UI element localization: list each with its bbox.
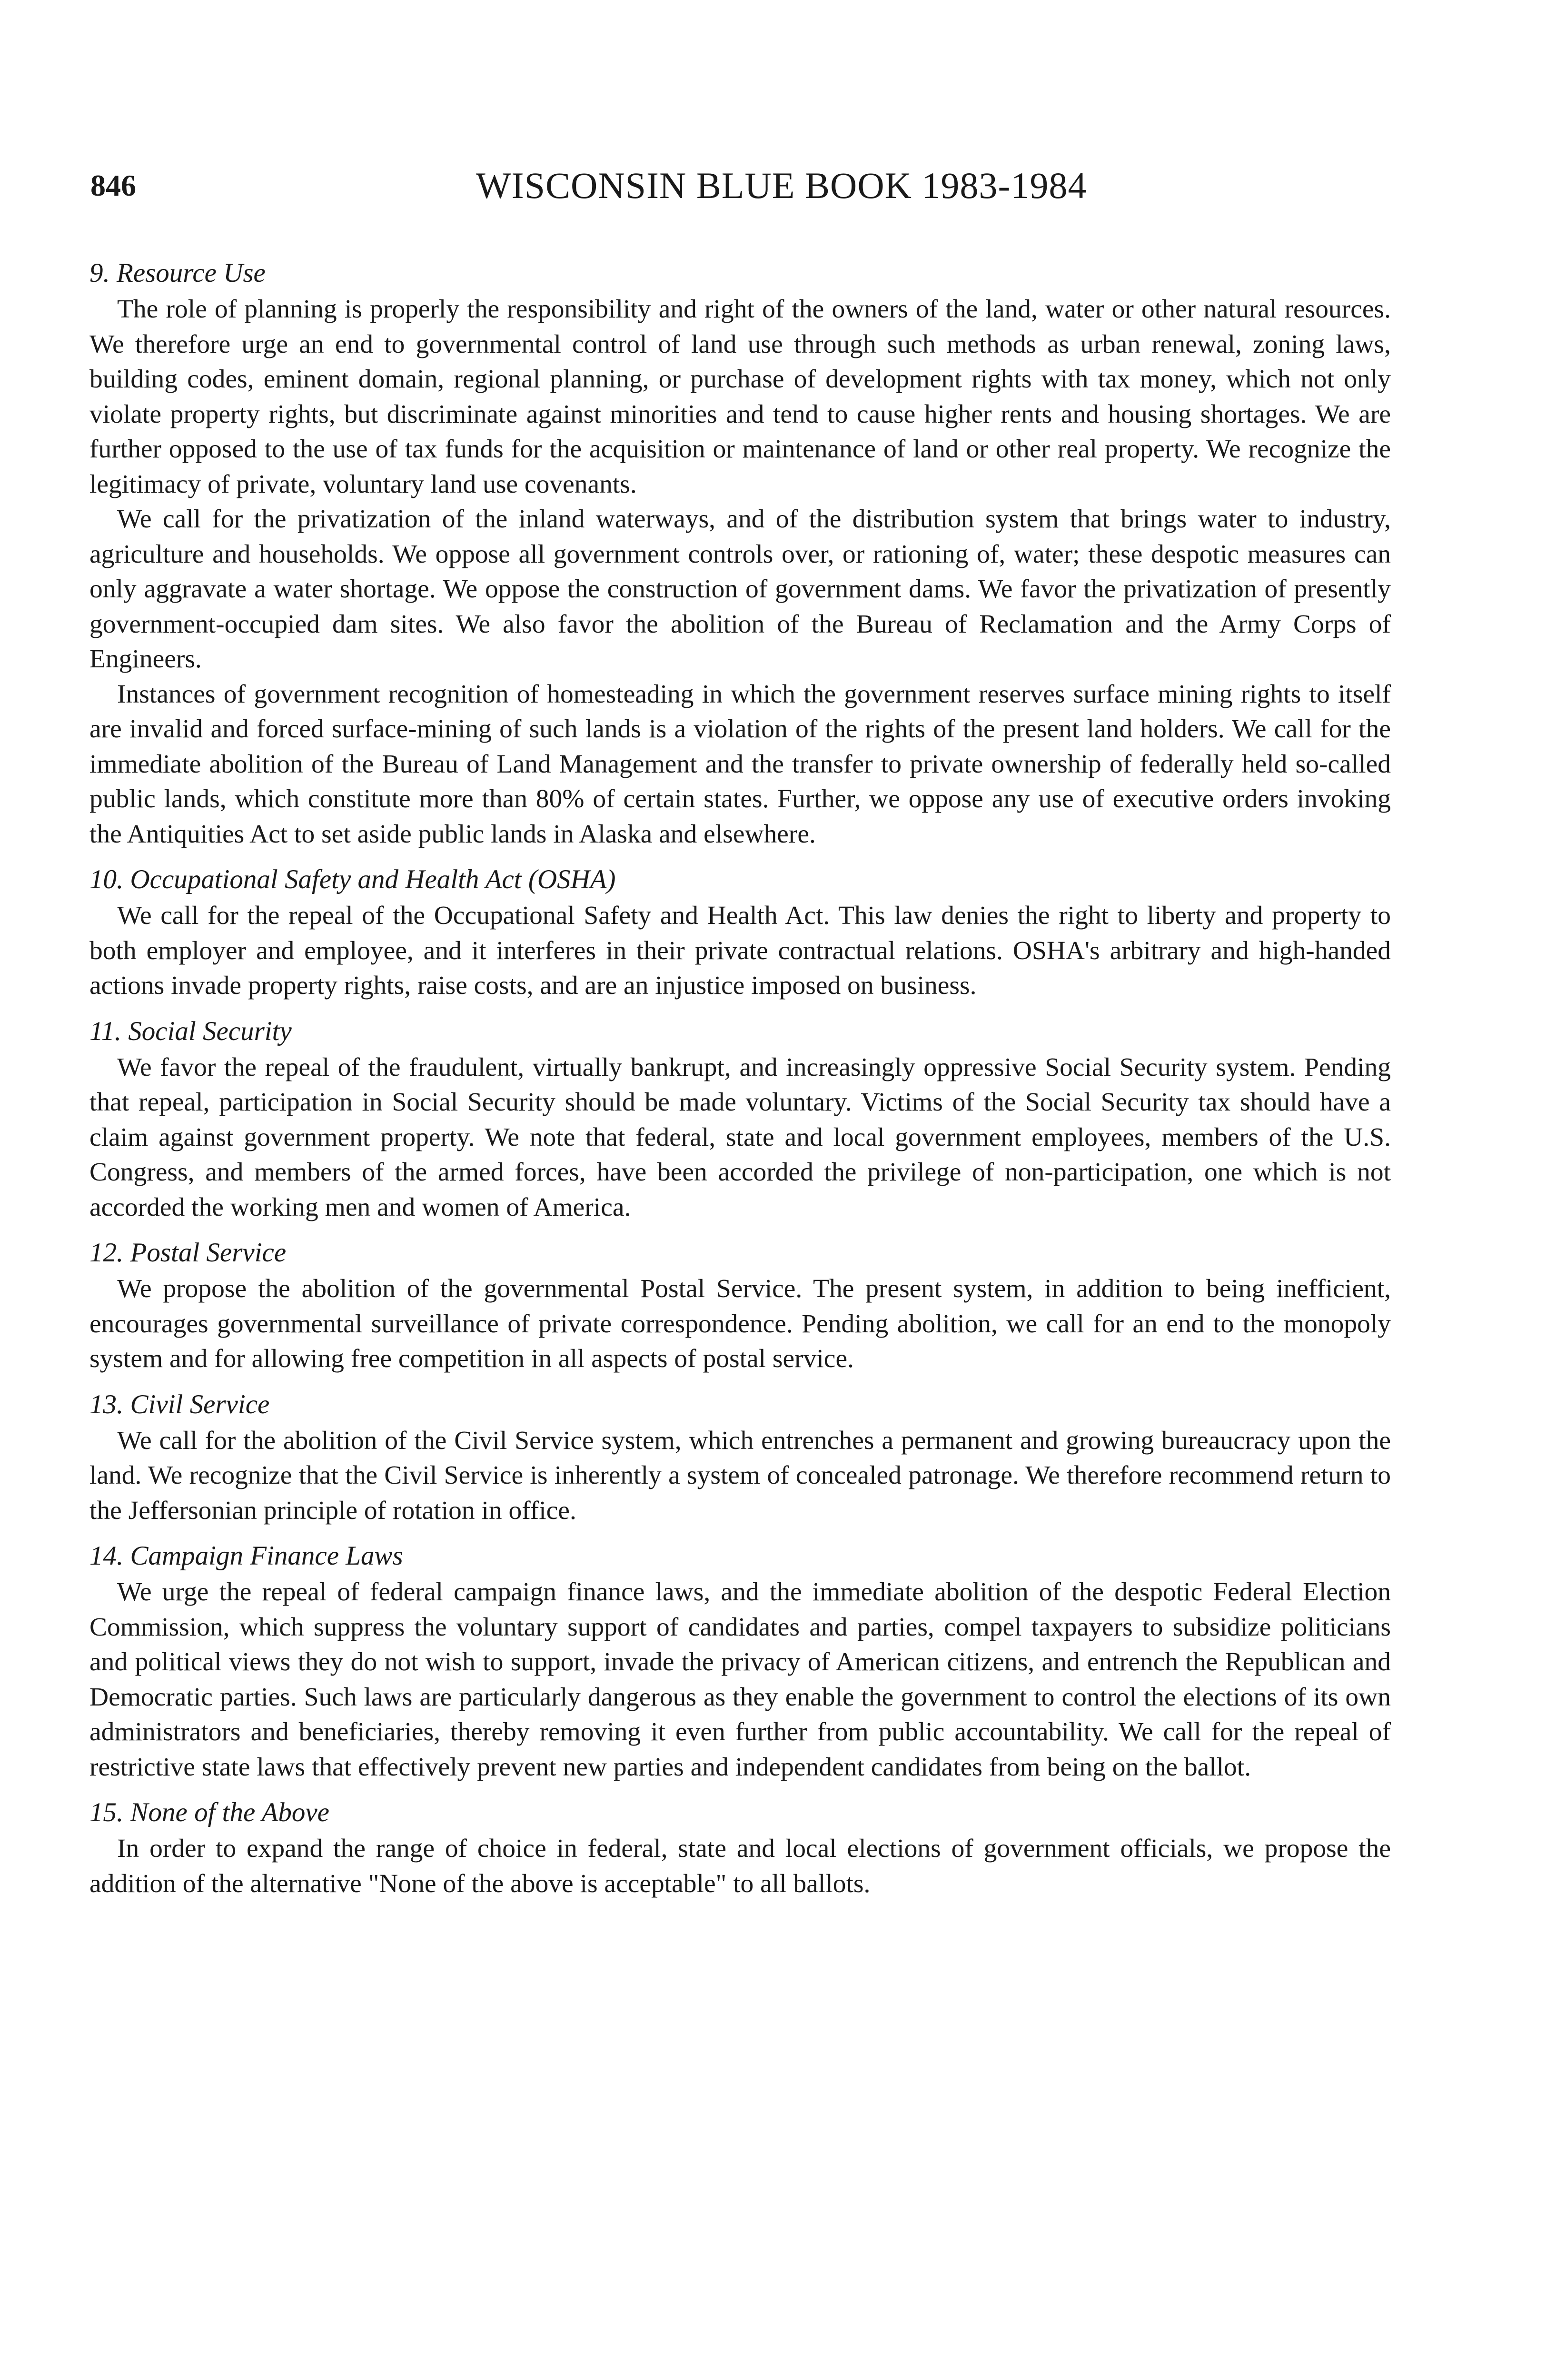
section-postal-service bbox=[89, 1234, 1391, 1377]
running-head bbox=[90, 164, 1390, 207]
paragraph: We favor the repeal of the fraudulent, virtually bankrupt, and increasingly oppressive Social Security system. Pending that repeal, participation in Social Security should be made voluntary. Victims of the Social Security tax should have a claim against government property. We note that federal, state and local government employees, members of the U.S. Congress, and members of the armed forces, have been accorded the privilege of non-participation, one which is not accorded the working men and women of America. bbox=[89, 1052, 1391, 1222]
section-heading: 10. Occupational Safety and Health Act (OSHA) bbox=[89, 864, 616, 894]
section-social-security bbox=[89, 1013, 1391, 1225]
section-resource-use bbox=[89, 255, 1391, 852]
section-heading: 12. Postal Service bbox=[89, 1238, 287, 1268]
section-campaign-finance-laws bbox=[89, 1537, 1391, 1785]
paragraph: The role of planning is properly the responsibility and right of the owners of the land, water or other natural resources. We therefore urge an end to governmental control of land use through such methods as urban renewal, zoning laws, building codes, eminent domain, regional planning, or purchase of development rights with tax money, which not only violate property rights, but discriminate against minorities and tend to cause higher rents and housing shortages. We are further opposed to the use of tax funds for the acquisition or maintenance of land or other real property. We recognize the legitimacy of private, voluntary land use covenants. bbox=[89, 295, 1391, 499]
book-title: WISCONSIN BLUE BOOK 1983-1984 bbox=[476, 165, 1087, 206]
section-heading: 14. Campaign Finance Laws bbox=[89, 1541, 403, 1571]
paragraph: We call for the abolition of the Civil Service system, which entrenches a permanent and growing bureaucracy upon the land. We recognize that the Civil Service is inherently a system of concealed patronage. We therefore recommend return to the Jeffersonian principle of rotation in office. bbox=[89, 1426, 1391, 1525]
paragraph: We propose the abolition of the governmental Postal Service. The present system, in addition to being inefficient, encourages governmental surveillance of private correspondence. Pending abolition, we call for an end to the monopoly system and for allowing free competition in all aspects of postal service. bbox=[89, 1274, 1391, 1373]
paragraph: We call for the privatization of the inland waterways, and of the distribution system that brings water to industry, agriculture and households. We oppose all government controls over, or rationing of, water; these despotic measures can only aggravate a water shortage. We oppose the construction of government dams. We favor the privatization of presently government-occupied dam sites. We also favor the abolition of the Bureau of Reclamation and the Army Corps of Engineers. bbox=[89, 505, 1391, 674]
section-heading: 15. None of the Above bbox=[89, 1797, 329, 1827]
section-heading: 9. Resource Use bbox=[89, 258, 266, 288]
paragraph: We urge the repeal of federal campaign finance laws, and the immediate abolition of the despotic Federal Election Commission, which suppress the voluntary support of candidates and parties, compel taxpayers to subsidize politicians and political views they do not wish to support, invade the privacy of American citizens, and entrench the Republican and Democratic parties. Such laws are particularly dangerous as they enable the government to control the elections of its own administrators and beneficiaries, thereby removing it even further from public accountability. We call for the repeal of restrictive state laws that effectively prevent new parties and independent candidates from being on the ballot. bbox=[89, 1577, 1391, 1782]
paragraph: In order to expand the range of choice in federal, state and local elections of government officials, we propose the addition of the alternative "None of the above is acceptable" to all ballots. bbox=[89, 1834, 1391, 1898]
paragraph: Instances of government recognition of homesteading in which the government reserves surface mining rights to itself are invalid and forced surface-mining of such lands is a violation of the rights of the present land holders. We call for the immediate abolition of the Bureau of Land Management and the transfer to private ownership of federally held so-called public lands, which constitute more than 80% of certain states. Further, we oppose any use of executive orders invoking the Antiquities Act to set aside public lands in Alaska and elsewhere. bbox=[89, 679, 1391, 849]
section-civil-service bbox=[89, 1386, 1391, 1528]
section-none-of-the-above bbox=[89, 1794, 1391, 1901]
section-heading: 13. Civil Service bbox=[89, 1389, 270, 1419]
paragraph: We call for the repeal of the Occupational Safety and Health Act. This law denies the right to liberty and property to both employer and employee, and it interferes in their private contractual relations. OSHA's arbitrary and high-handed actions invade property rights, raise costs, and are an injustice imposed on business. bbox=[89, 901, 1391, 1000]
page-number: 846 bbox=[90, 169, 136, 202]
section-osha bbox=[89, 861, 1391, 1003]
page-body bbox=[89, 255, 1391, 1901]
section-heading: 11. Social Security bbox=[89, 1016, 292, 1046]
